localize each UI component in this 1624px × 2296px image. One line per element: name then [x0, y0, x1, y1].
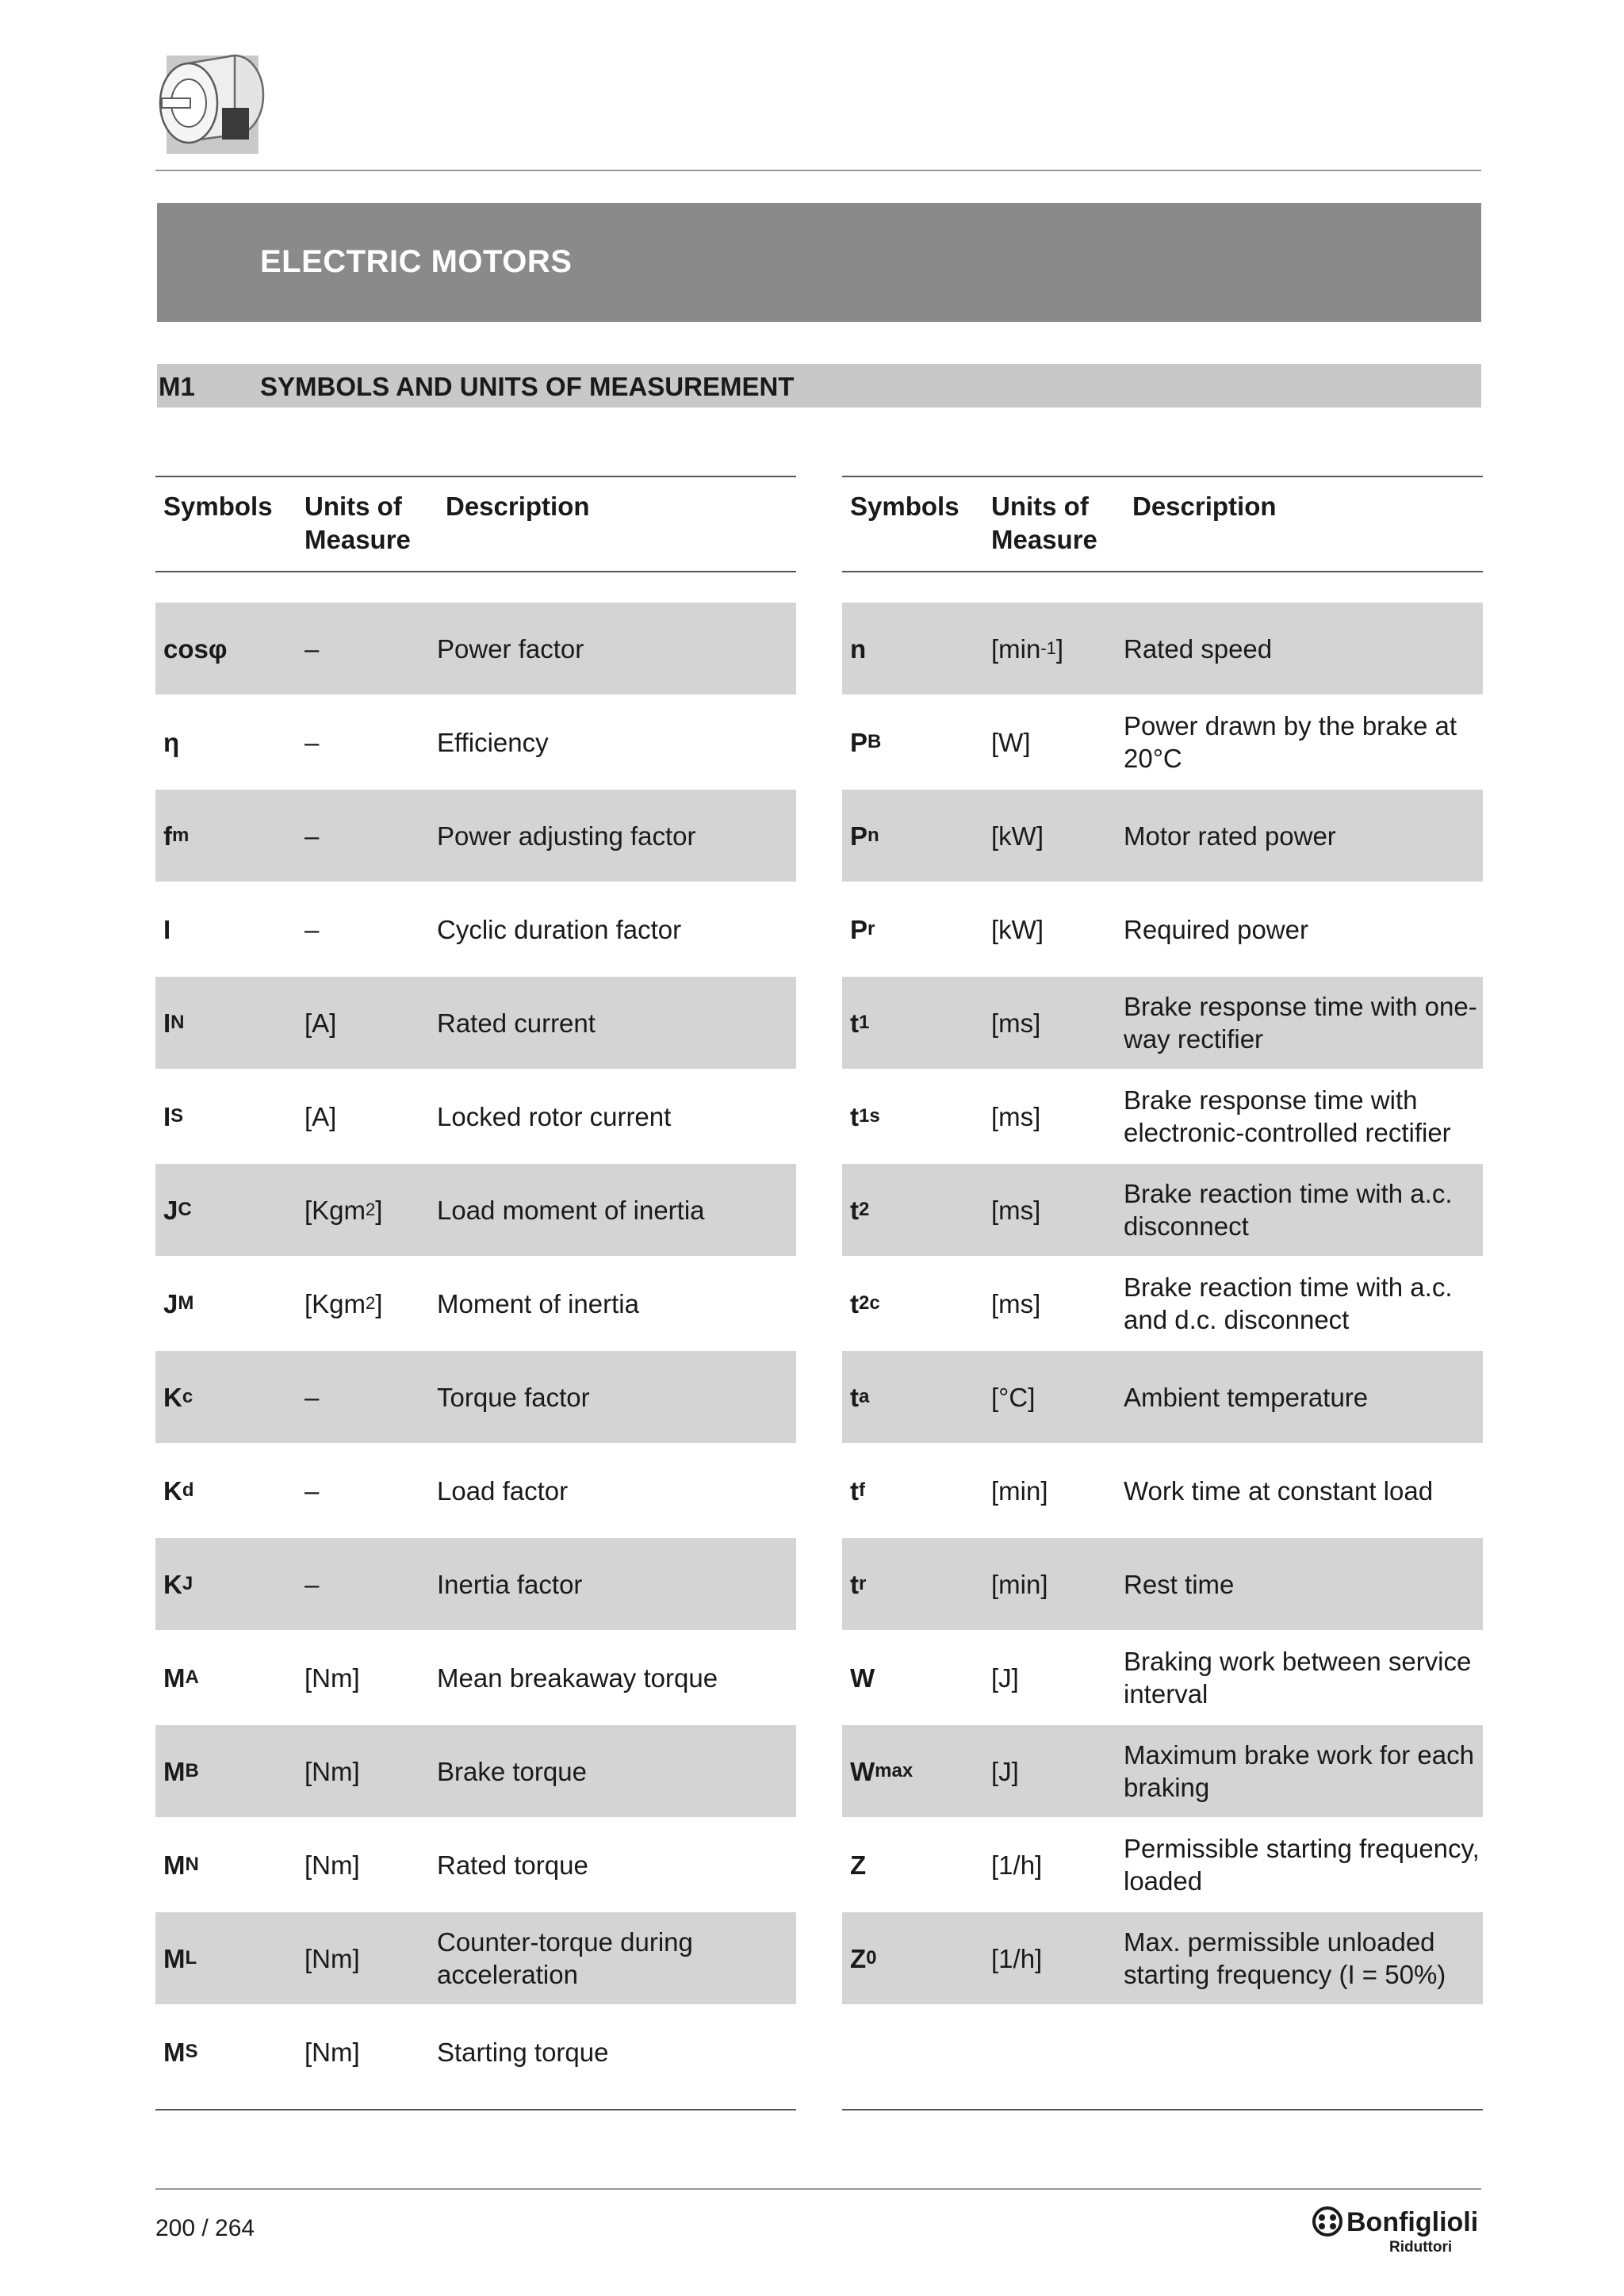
description-cell: Mean breakaway torque	[437, 1663, 718, 1693]
unit-text: [J]	[991, 1756, 1019, 1786]
description-cell: Brake response time with one-way rectifier	[1124, 992, 1477, 1054]
unit-cell	[304, 1632, 360, 1724]
symbol-text: t	[850, 1475, 859, 1506]
description-cell: Motor rated power	[1124, 821, 1336, 851]
symbol-text: t	[850, 1382, 859, 1412]
column-header-units	[991, 490, 1097, 557]
symbol-text: P	[850, 914, 868, 944]
unit-text: [ms]	[991, 1195, 1041, 1225]
symbol-text: K	[163, 1475, 182, 1506]
unit-text: [A]	[304, 1008, 337, 1038]
unit-text: –	[304, 821, 320, 851]
unit-cell	[991, 1070, 1040, 1162]
table-header	[155, 490, 796, 569]
table-row	[155, 790, 796, 883]
unit-text: –	[304, 1382, 320, 1412]
table-row	[155, 1351, 796, 1445]
unit-cell	[991, 977, 1040, 1069]
unit-cell	[304, 1445, 319, 1536]
description-cell: Load factor	[437, 1475, 569, 1506]
symbol-text: t	[850, 1101, 859, 1131]
unit-cell: [Kgm 2 ]	[304, 1195, 383, 1225]
table-row	[842, 1257, 1483, 1351]
table-row	[842, 603, 1483, 696]
table-top-rule	[155, 476, 796, 477]
table-row	[842, 1725, 1483, 1819]
description-cell: Brake response time with electronic-controlled rectifier	[1124, 1085, 1451, 1147]
unit-cell	[991, 1445, 1048, 1536]
symbol-text: K	[163, 1382, 182, 1412]
unit-text: [J]	[991, 1663, 1019, 1693]
table-header	[842, 490, 1483, 569]
table-row	[155, 1912, 796, 2006]
symbol-cell: I S	[163, 1101, 184, 1131]
unit-cell	[304, 696, 319, 788]
symbol-cell: P r	[850, 914, 875, 944]
unit-text: [Nm]	[304, 1756, 360, 1786]
table-row	[842, 1445, 1483, 1538]
symbol-cell	[163, 883, 170, 975]
table-row	[842, 1912, 1483, 2006]
description-cell: Brake reaction time with a.c. and d.c. disconnect	[1124, 1272, 1453, 1334]
unit-text: –	[304, 727, 320, 757]
symbol-cell: t r	[850, 1569, 867, 1599]
symbol-text: M	[163, 1663, 186, 1693]
unit-cell	[304, 1070, 336, 1162]
page-number: 200 / 264	[155, 2215, 255, 2241]
column-header-units-line1: Units of	[304, 492, 402, 521]
table-row	[155, 1445, 796, 1538]
symbol-cell: t f	[850, 1475, 865, 1506]
symbol-text: J	[163, 1288, 178, 1318]
description-cell: Max. permissible unloaded starting frequency (I = 50%)	[1124, 1927, 1446, 1989]
table-row	[155, 603, 796, 696]
unit-text: [ms]	[991, 1288, 1041, 1318]
unit-cell	[991, 1632, 1019, 1724]
symbol-cell: M L	[163, 1943, 197, 1973]
symbol-text: W	[850, 1756, 875, 1786]
unit-text: –	[304, 1475, 320, 1506]
unit-cell	[991, 1164, 1040, 1256]
symbol-cell: J C	[163, 1195, 192, 1225]
symbol-cell: t 2c	[850, 1288, 880, 1318]
header-divider	[155, 170, 1481, 171]
unit-cell	[304, 883, 319, 975]
unit-text: [Kgm	[304, 1195, 366, 1225]
symbol-text: J	[163, 1195, 178, 1225]
description-cell: Work time at constant load	[1124, 1475, 1434, 1506]
table-row	[155, 1538, 796, 1632]
table-row	[842, 696, 1483, 790]
symbol-text: η	[163, 727, 180, 757]
chapter-banner	[157, 203, 1481, 322]
unit-cell	[304, 2006, 360, 2098]
symbol-text: M	[163, 1850, 186, 1880]
symbol-text: P	[850, 727, 868, 757]
table-row	[842, 1632, 1483, 1725]
unit-text: [kW]	[991, 914, 1044, 944]
symbol-text: M	[163, 1943, 186, 1973]
description-cell: Load moment of inertia	[437, 1195, 705, 1225]
symbol-text: f	[163, 821, 172, 851]
symbol-text: Z	[850, 1943, 867, 1973]
symbol-cell: W max	[850, 1756, 914, 1786]
description-cell: Rated speed	[1124, 633, 1273, 664]
table-row	[155, 1257, 796, 1351]
symbol-text: P	[850, 821, 868, 851]
column-header-units-line2: Measure	[991, 525, 1097, 554]
table-row	[842, 977, 1483, 1070]
table-row	[842, 1538, 1483, 1632]
symbol-text: t	[850, 1569, 859, 1599]
symbol-text: t	[850, 1008, 859, 1038]
symbol-text: I	[163, 1101, 171, 1131]
symbol-cell	[850, 603, 866, 695]
table-row	[842, 1070, 1483, 1164]
table-row	[842, 1819, 1483, 1912]
symbol-text: M	[163, 1756, 186, 1786]
symbol-text: K	[163, 1569, 182, 1599]
description-cell: Efficiency	[437, 727, 549, 757]
table-bottom-rule	[155, 2109, 796, 2110]
unit-text: [Kgm	[304, 1288, 366, 1318]
electric-motor-icon	[155, 46, 266, 155]
column-header-symbols: Symbols	[850, 492, 959, 521]
symbol-text: I	[163, 1008, 171, 1038]
description-cell: Permissible starting frequency, loaded	[1124, 1834, 1480, 1896]
symbol-cell: M S	[163, 2037, 198, 2067]
description-cell: Brake torque	[437, 1756, 587, 1786]
unit-cell	[991, 1725, 1019, 1817]
table-row	[155, 1819, 796, 1912]
unit-cell	[304, 1819, 360, 1911]
unit-text: [1/h]	[991, 1850, 1043, 1880]
description-cell: Locked rotor current	[437, 1101, 672, 1131]
unit-text: [ms]	[991, 1008, 1041, 1038]
symbol-cell	[850, 1819, 866, 1911]
section-number: M1	[159, 372, 195, 401]
unit-tail: ]	[375, 1195, 383, 1225]
table-row	[155, 977, 796, 1070]
symbol-text: Z	[850, 1850, 867, 1880]
table-rows	[155, 603, 796, 2099]
description-cell: Starting torque	[437, 2037, 609, 2067]
description-cell: Power factor	[437, 633, 584, 664]
symbol-cell: f m	[163, 821, 190, 851]
table-row	[155, 696, 796, 790]
unit-text: –	[304, 633, 320, 664]
symbol-cell: J M	[163, 1288, 194, 1318]
column-header-units	[304, 490, 411, 557]
symbol-cell: P n	[850, 821, 879, 851]
symbol-cell: I N	[163, 1008, 185, 1038]
brand-name: Bonfiglioli	[1346, 2207, 1479, 2237]
brand-subtitle: Riduttori	[1389, 2239, 1453, 2256]
unit-text: [A]	[304, 1101, 337, 1131]
unit-cell	[991, 1819, 1042, 1911]
unit-cell	[304, 1351, 319, 1443]
unit-cell	[991, 790, 1044, 882]
unit-text: [kW]	[991, 821, 1044, 851]
symbol-cell: t a	[850, 1382, 870, 1412]
description-cell: Counter-torque during acceleration	[437, 1927, 693, 1989]
unit-cell	[304, 790, 319, 882]
unit-text: –	[304, 1569, 320, 1599]
bonfiglioli-logo	[1310, 2201, 1484, 2256]
table-row	[155, 1725, 796, 1819]
unit-text: [Nm]	[304, 1663, 360, 1693]
symbol-cell: t 1s	[850, 1101, 880, 1131]
unit-cell	[304, 603, 319, 695]
unit-cell: [Kgm 2 ]	[304, 1288, 383, 1318]
symbol-cell: M N	[163, 1850, 199, 1880]
symbol-text: t	[850, 1195, 859, 1225]
table-row	[155, 2006, 796, 2099]
unit-cell	[991, 1912, 1042, 2004]
unit-cell	[991, 883, 1044, 975]
description-cell: Brake reaction time with a.c. disconnect	[1124, 1179, 1453, 1241]
description-cell: Required power	[1124, 914, 1308, 944]
unit-cell	[991, 1538, 1048, 1630]
table-row	[155, 883, 796, 977]
symbol-cell: K d	[163, 1475, 194, 1506]
unit-tail: ]	[375, 1288, 383, 1318]
unit-cell	[304, 1725, 360, 1817]
column-header-description: Description	[1132, 492, 1277, 521]
description-cell: Rated current	[437, 1008, 596, 1038]
description-cell: Braking work between service interval	[1124, 1647, 1472, 1709]
unit-text: [Nm]	[304, 2037, 360, 2067]
unit-text: [1/h]	[991, 1943, 1043, 1973]
symbol-cell: Z 0	[850, 1943, 877, 1973]
symbol-cell	[163, 603, 227, 695]
description-cell: Torque factor	[437, 1382, 590, 1412]
unit-cell: [min -1 ]	[991, 633, 1064, 664]
unit-text: –	[304, 914, 320, 944]
table-header-rule	[842, 571, 1483, 572]
description-cell: Rest time	[1124, 1569, 1235, 1599]
symbol-cell: K c	[163, 1382, 193, 1412]
footer-divider	[155, 2188, 1481, 2190]
unit-cell	[991, 1257, 1040, 1349]
unit-text: [ms]	[991, 1101, 1041, 1131]
unit-text: [W]	[991, 727, 1031, 757]
unit-text: [min]	[991, 1475, 1048, 1506]
symbol-cell: P B	[850, 727, 882, 757]
symbol-cell: K J	[163, 1569, 193, 1599]
table-bottom-rule	[842, 2109, 1483, 2110]
table-row	[842, 883, 1483, 977]
unit-cell	[304, 1538, 319, 1630]
column-header-units-line1: Units of	[991, 492, 1089, 521]
unit-cell	[991, 1351, 1035, 1443]
symbol-text: M	[163, 2037, 186, 2067]
symbol-text: n	[850, 633, 867, 664]
description-cell: Maximum brake work for each braking	[1124, 1740, 1474, 1802]
column-header-description: Description	[446, 492, 590, 521]
description-cell: Power adjusting factor	[437, 821, 696, 851]
symbol-cell: M B	[163, 1756, 199, 1786]
unit-cell	[991, 696, 1030, 788]
table-row	[155, 1164, 796, 1257]
description-cell: Inertia factor	[437, 1569, 583, 1599]
unit-tail: ]	[1055, 633, 1064, 664]
unit-text: [Nm]	[304, 1943, 360, 1973]
unit-text: [min	[991, 633, 1041, 664]
description-cell: Power drawn by the brake at 20°C	[1124, 711, 1457, 773]
symbol-text: cosφ	[163, 633, 228, 664]
description-cell: Rated torque	[437, 1850, 588, 1880]
table-row	[842, 1164, 1483, 1257]
section-title: SYMBOLS AND UNITS OF MEASUREMENT	[260, 372, 795, 401]
table-rows	[842, 603, 1483, 2006]
symbol-cell	[850, 1632, 875, 1724]
table-top-rule	[842, 476, 1483, 477]
unit-text: [min]	[991, 1569, 1048, 1599]
unit-text: [Nm]	[304, 1850, 360, 1880]
column-header-symbols: Symbols	[163, 492, 273, 521]
table-header-rule	[155, 571, 796, 572]
symbol-cell	[163, 696, 179, 788]
description-cell: Moment of inertia	[437, 1288, 639, 1318]
unit-cell	[304, 1912, 360, 2004]
table-row	[155, 1632, 796, 1725]
symbol-text: t	[850, 1288, 859, 1318]
unit-text: [°C]	[991, 1382, 1036, 1412]
symbol-text: I	[163, 914, 171, 944]
table-row	[842, 1351, 1483, 1445]
table-row	[842, 790, 1483, 883]
description-cell: Ambient temperature	[1124, 1382, 1369, 1412]
section-heading-bar	[157, 364, 1481, 408]
symbol-cell: t 2	[850, 1195, 870, 1225]
table-row	[155, 1070, 796, 1164]
symbol-cell: t 1	[850, 1008, 870, 1038]
chapter-title: ELECTRIC MOTORS	[260, 244, 573, 279]
column-header-units-line2: Measure	[304, 525, 411, 554]
symbol-text: W	[850, 1663, 875, 1693]
symbol-cell: M A	[163, 1663, 199, 1693]
description-cell: Cyclic duration factor	[437, 914, 682, 944]
unit-cell	[304, 977, 336, 1069]
